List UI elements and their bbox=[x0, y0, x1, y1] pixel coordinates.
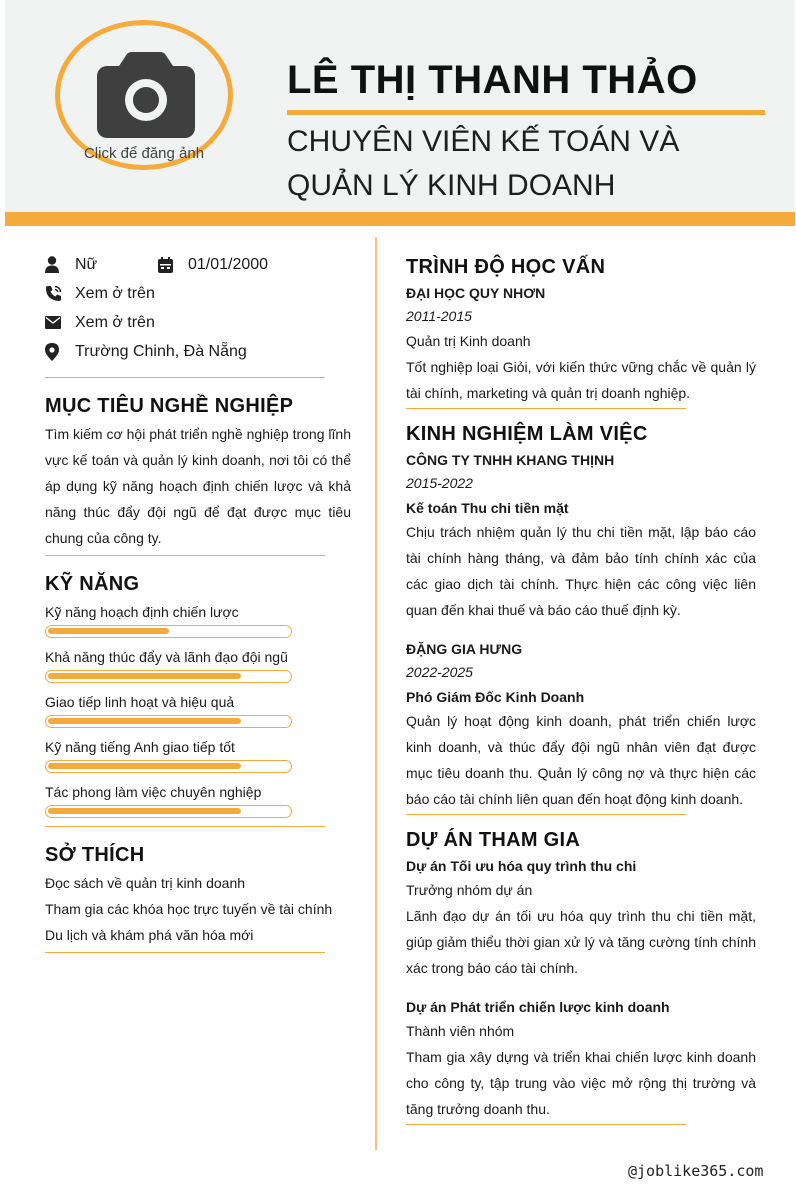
calendar-icon bbox=[158, 257, 188, 273]
section-divider bbox=[406, 814, 686, 815]
camera-icon bbox=[97, 52, 195, 138]
project-entry bbox=[406, 996, 756, 1122]
map-pin-icon bbox=[45, 343, 75, 361]
hobby-item: Đọc sách về quản trị kinh doanh bbox=[45, 875, 246, 891]
section-divider bbox=[406, 1124, 686, 1125]
project-role: Trưởng nhóm dự án bbox=[406, 882, 533, 898]
skill-level-fill bbox=[48, 763, 241, 769]
job-description: Chịu trách nhiệm quản lý thu chi tiền mặt, lập báo cáo tài chính hàng tháng, và đảm bảo tính chính xác của các giao dịch tài chính. Thực hiện các công việc liên quan đến khai thuế và báo cáo thuế định kỳ. bbox=[406, 524, 756, 618]
skill-item bbox=[45, 736, 351, 773]
projects-heading: DỰ ÁN THAM GIA bbox=[406, 829, 581, 851]
email-value: Xem ở trên bbox=[75, 313, 155, 331]
contact-email bbox=[45, 308, 351, 337]
objective-text: Tìm kiếm cơ hội phát triển nghề nghiệp trong lĩnh vực kế toán và quản lý kinh doanh, nơi tôi có thể áp dụng kỹ năng hoạch định chiến lược và khả năng thúc đẩy đội ngũ để đạt được mục tiêu chung của công ty. bbox=[45, 426, 351, 546]
section-divider bbox=[45, 826, 325, 827]
skill-level-bar bbox=[45, 715, 292, 728]
name-underline bbox=[287, 110, 765, 115]
project-name: Dự án Phát triển chiến lược kinh doanh bbox=[406, 999, 670, 1015]
resume-header bbox=[5, 0, 795, 226]
experience-heading: KINH NGHIỆM LÀM VIỆC bbox=[406, 423, 648, 445]
project-role: Thành viên nhóm bbox=[406, 1023, 515, 1039]
section-divider bbox=[406, 408, 686, 409]
skill-level-fill bbox=[48, 628, 169, 634]
education-heading: TRÌNH ĐỘ HỌC VẤN bbox=[406, 256, 606, 278]
job-company: ĐẶNG GIA HƯNG bbox=[406, 641, 523, 657]
hobbies-heading: SỞ THÍCH bbox=[45, 844, 145, 866]
skill-item bbox=[45, 691, 351, 728]
project-description: Lãnh đạo dự án tối ưu hóa quy trình thu chi tiền mặt, giúp giảm thiểu thời gian xử lý và tăng cường tính chính xác trong báo cáo tài chính. bbox=[406, 908, 756, 976]
skill-level-fill bbox=[48, 808, 241, 814]
gender-value: Nữ bbox=[75, 255, 98, 273]
project-description: Tham gia xây dựng và triển khai chiến lược kinh doanh cho công ty, tập trung vào việc mở rộng thị trường và tăng trưởng doanh thu. bbox=[406, 1049, 756, 1117]
phone-icon bbox=[45, 285, 75, 302]
avatar-hint: Click để đăng ảnh bbox=[83, 145, 205, 162]
right-column bbox=[406, 250, 756, 1125]
left-column bbox=[45, 250, 351, 953]
school-name: ĐẠI HỌC QUY NHƠN bbox=[406, 285, 546, 301]
section-divider bbox=[45, 952, 325, 953]
skill-label: Tác phong làm việc chuyên nghiệp bbox=[45, 784, 262, 800]
contact-address bbox=[45, 337, 351, 366]
project-name: Dự án Tối ưu hóa quy trình thu chi bbox=[406, 858, 637, 874]
skill-level-bar bbox=[45, 670, 292, 683]
header-accent-bar bbox=[5, 212, 795, 226]
job-position: Phó Giám Đốc Kinh Doanh bbox=[406, 689, 585, 705]
job-entry bbox=[406, 638, 756, 812]
skill-level-fill bbox=[48, 673, 241, 679]
phone-value: Xem ở trên bbox=[75, 284, 155, 302]
hobby-item: Du lịch và khám phá văn hóa mới bbox=[45, 927, 254, 943]
skills-heading: KỸ NĂNG bbox=[45, 573, 140, 595]
skill-level-bar bbox=[45, 805, 292, 818]
envelope-icon bbox=[45, 316, 75, 329]
job-entry bbox=[406, 449, 756, 623]
skill-level-bar bbox=[45, 625, 292, 638]
skill-label: Kỹ năng tiếng Anh giao tiếp tốt bbox=[45, 739, 235, 755]
education-period: 2011-2015 bbox=[406, 308, 472, 324]
avatar-upload[interactable] bbox=[55, 20, 233, 170]
hobby-item: Tham gia các khóa học trực tuyến về tài chính bbox=[45, 901, 333, 917]
section-divider bbox=[45, 377, 325, 378]
job-company: CÔNG TY TNHH KHANG THỊNH bbox=[406, 452, 615, 468]
job-period: 2015-2022 bbox=[406, 475, 473, 491]
skill-level-fill bbox=[48, 718, 241, 724]
skill-item bbox=[45, 781, 351, 818]
job-title: CHUYÊN VIÊN KẾ TOÁN VÀ QUẢN LÝ KINH DOANH bbox=[287, 125, 680, 202]
skill-level-bar bbox=[45, 760, 292, 773]
skill-label: Kỹ năng hoạch định chiến lược bbox=[45, 604, 239, 620]
skill-label: Giao tiếp linh hoạt và hiệu quả bbox=[45, 694, 235, 710]
job-position: Kế toán Thu chi tiền mặt bbox=[406, 500, 569, 516]
job-period: 2022-2025 bbox=[406, 664, 473, 680]
candidate-name: LÊ THỊ THANH THẢO bbox=[287, 58, 698, 102]
skill-item bbox=[45, 601, 351, 638]
education-major: Quản trị Kinh doanh bbox=[406, 333, 531, 349]
column-divider bbox=[375, 237, 377, 1150]
contact-phone bbox=[45, 279, 351, 308]
address-value: Trường Chinh, Đà Nẵng bbox=[75, 342, 247, 360]
hobbies-list bbox=[45, 870, 351, 948]
skill-item bbox=[45, 646, 351, 683]
education-description: Tốt nghiệp loại Giỏi, với kiến thức vững chắc về quản lý tài chính, marketing và quản trị doanh nghiệp. bbox=[406, 359, 756, 401]
objective-heading: MỤC TIÊU NGHỀ NGHIỆP bbox=[45, 395, 294, 417]
job-description: Quản lý hoạt động kinh doanh, phát triển chiến lược kinh doanh, và thúc đẩy đội ngũ nhân viên đạt được mục tiêu doanh thu. Quản lý công nợ và thực hiện các báo cáo tài chính liên quan đến hoạt động kinh doanh. bbox=[406, 713, 756, 807]
skills-list bbox=[45, 601, 351, 818]
contact-gender-birthday bbox=[45, 250, 351, 279]
person-icon bbox=[45, 256, 75, 273]
watermark: @joblike365.com bbox=[628, 1162, 764, 1180]
project-entry bbox=[406, 855, 756, 981]
skill-label: Khả năng thúc đẩy và lãnh đạo đội ngũ bbox=[45, 649, 288, 665]
birthday-value: 01/01/2000 bbox=[188, 255, 269, 273]
section-divider bbox=[45, 555, 325, 556]
